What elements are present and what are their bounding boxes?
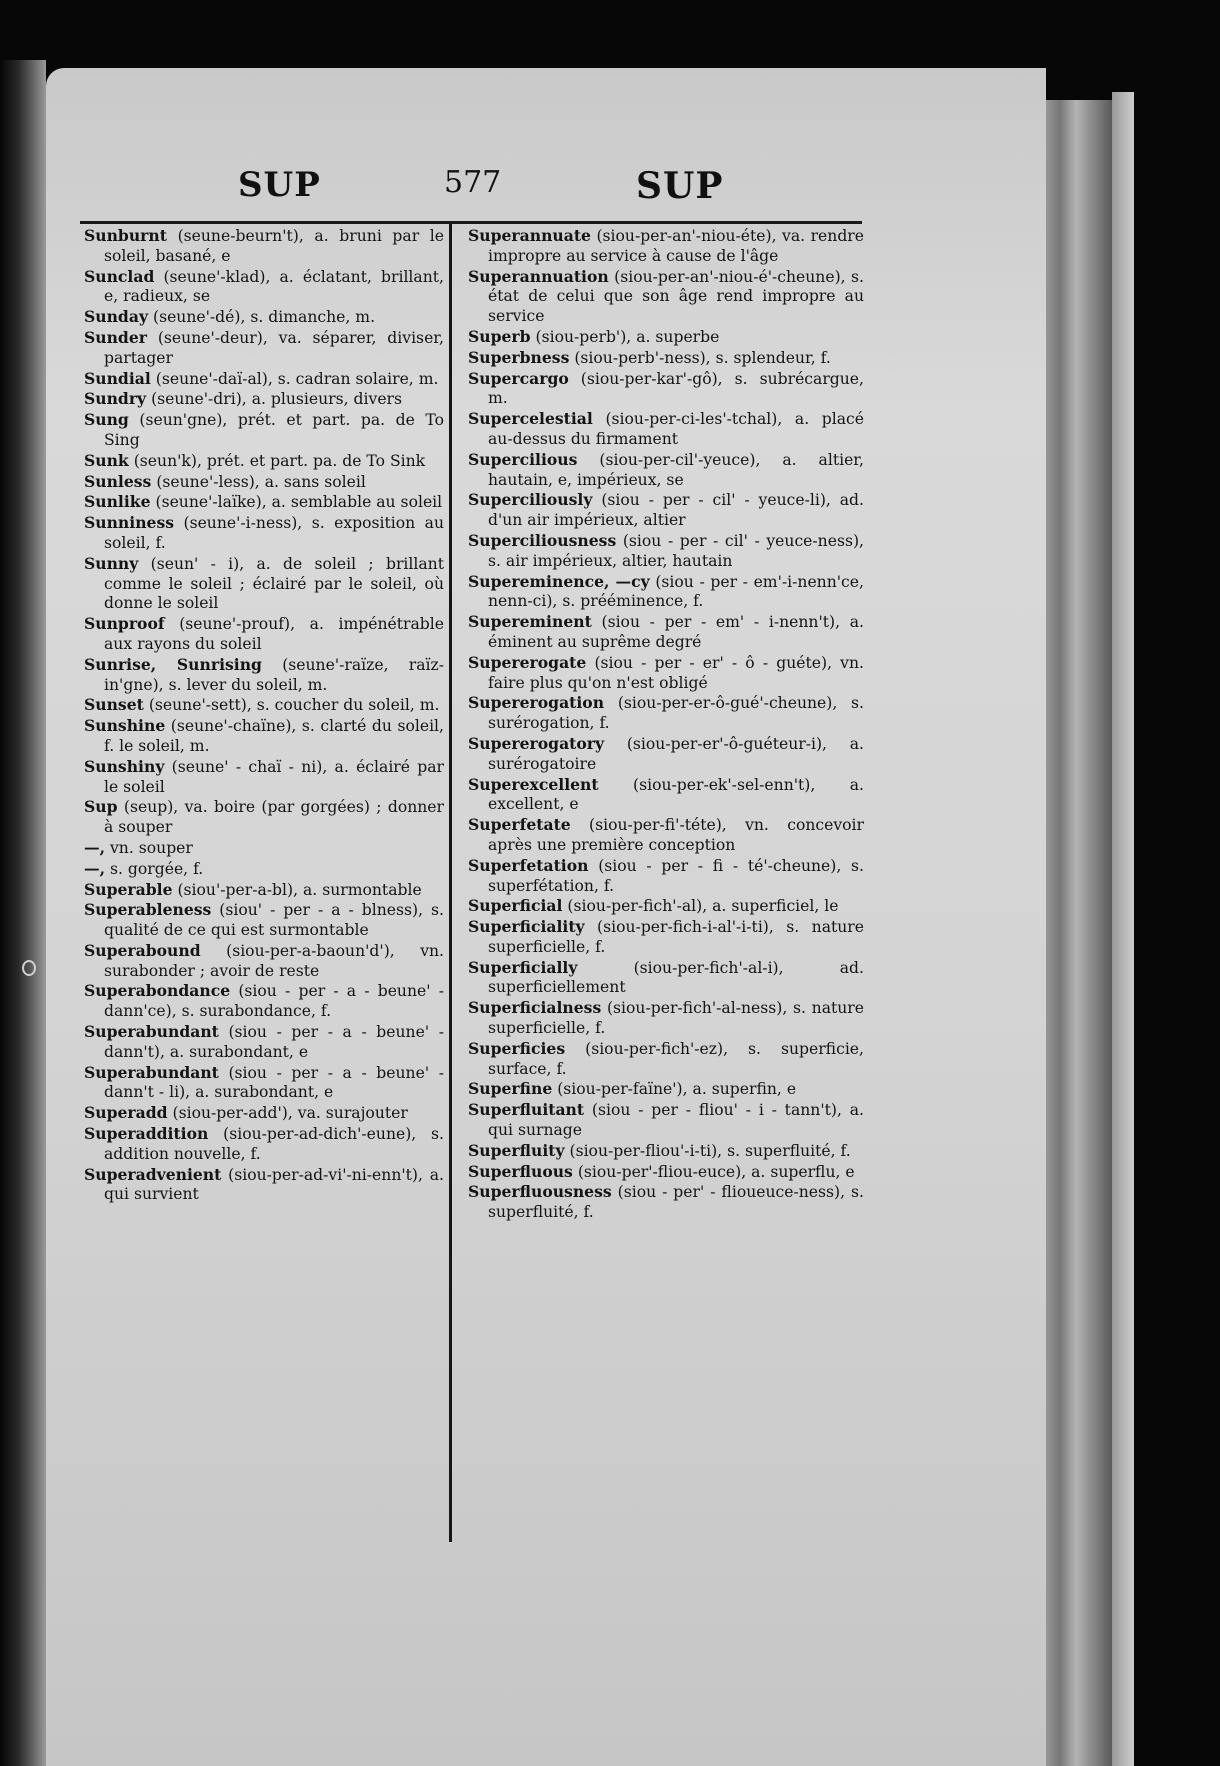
entry-definition: (seune'-deur), va. séparer, diviser, partager [104,328,444,367]
entry-headword: Sunshiny [84,756,165,776]
page-number: 577 [444,165,502,200]
header-rule [80,221,862,224]
entry-headword: Superannuation [468,266,609,286]
dictionary-entry [468,267,864,327]
dictionary-entry [468,815,864,856]
dictionary-entry [84,451,444,472]
dictionary-entry [468,490,864,531]
dictionary-entry [84,267,444,308]
dictionary-entry [84,513,444,554]
dictionary-entry [468,1182,864,1223]
entry-headword: Superfine [468,1079,553,1099]
dictionary-entry [84,410,444,451]
dictionary-entry [84,900,444,941]
dictionary-entry [84,838,444,859]
dictionary-entry [84,655,444,696]
left-binding-edge [0,60,46,1766]
left-column [84,226,444,1205]
dictionary-entry [84,328,444,369]
entry-definition: (siou-per-fi'-téte), vn. concevoir après une première conception [488,816,864,854]
column-divider [449,222,452,1542]
entry-definition: (siou-per'-fliou-euce), a. superflu, e [577,1162,855,1181]
entry-headword: Superficies [468,1038,566,1058]
dictionary-entry [468,856,864,897]
entry-definition: (siou-per-a-baoun'd'), vn. surabonder ; avoir de reste [104,941,444,980]
entry-headword: Superfluity [468,1140,565,1160]
entry-definition: (seune'-sett), s. coucher du soleil, m. [148,696,440,715]
entry-definition: (siou'-per-a-bl), a. surmontable [177,880,422,899]
entry-headword: Supererogate [468,652,587,672]
entry-definition: (siou-perb'-ness), s. splendeur, f. [574,348,831,367]
dictionary-entry [468,1100,864,1141]
dictionary-entry [468,409,864,450]
dictionary-entry [84,941,444,982]
dictionary-entry [468,1162,864,1183]
entry-definition: (seune'-dé), s. dimanche, m. [152,308,376,327]
entry-definition: (siou - per - fi - té'-cheune), s. superfétation, f. [488,856,864,895]
dictionary-entry [468,531,864,572]
dictionary-entry [468,572,864,613]
dictionary-entry [84,1063,444,1104]
dictionary-entry [468,450,864,491]
entry-headword: Superabundant [84,1062,219,1082]
entry-headword: Sung [84,410,129,430]
entry-headword: Sup [84,797,118,817]
entry-headword: Superable [84,879,173,899]
dictionary-entry [468,1039,864,1080]
margin-mark [22,960,36,976]
dictionary-entry [468,327,864,348]
entry-headword: Superableness [84,900,212,920]
entry-headword: Sunday [84,307,149,327]
dictionary-entry [84,695,444,716]
entry-headword: Superadd [84,1103,168,1123]
left-guide-word: SUP [238,165,321,205]
dictionary-entry [84,1124,444,1165]
entry-headword: Sunless [84,471,152,491]
entry-headword: Supereminent [468,612,592,632]
entry-definition: (siou-per-er'-ô-guéteur-i), a. surérogatoire [488,734,864,773]
entry-headword: Sunny [84,553,139,573]
entry-headword: Sunlike [84,492,151,512]
dictionary-entry [468,612,864,653]
entry-definition: (siou-per-an'-niou-éte), va. rendre impropre au service à cause de l'âge [488,227,864,265]
entry-headword: Sunburnt [84,226,167,245]
entry-headword: Superb [468,326,531,346]
entry-headword: Sunniness [84,513,175,533]
dictionary-entry [468,226,864,267]
dictionary-entry [84,981,444,1022]
dictionary-entry [468,917,864,958]
entry-definition: (siou - per - a - beune' - dann'ce), s. surabondance, f. [104,982,444,1021]
entry-headword: Supercilious [468,449,578,469]
entry-definition: (siou-per-fich'-al), a. superficiel, le [567,897,839,916]
page-stack-edge-outer [1112,92,1134,1766]
entry-headword: Sunrise, Sunrising [84,654,262,674]
entry-definition: (siou-per-fich'-ez), s. superficie, surface, f. [488,1039,864,1078]
entry-definition: (seune'-prouf), a. impénétrable aux rayons du soleil [104,615,444,653]
entry-definition: (siou-per-ci-les'-tchal), a. placé au-dessus du firmament [488,410,864,448]
entry-headword: Superciliousness [468,530,617,550]
entry-definition: (seune'-laïke), a. semblable au soleil [155,493,443,512]
entry-headword: Supercargo [468,368,569,388]
entry-definition: (siou - per - cil' - yeuce-li), ad. d'un air impérieux, altier [488,491,864,530]
right-column [468,226,864,1223]
entry-definition: (siou-per-fich'-al-ness), s. nature superficielle, f. [488,999,864,1038]
entry-definition: (siou' - per - a - blness), s. qualité de ce qui est surmontable [104,901,444,940]
dictionary-entry [468,734,864,775]
entry-headword: Superabundant [84,1022,219,1042]
dictionary-entry [84,472,444,493]
entry-headword: Sunshine [84,716,166,736]
entry-definition: (siou-per-fich-i-al'-i-ti), s. nature superficielle, f. [488,918,864,956]
dictionary-entry [84,492,444,513]
entry-definition: (siou-per-add'), va. surajouter [172,1104,408,1123]
entry-definition: (siou-per-fliou'-i-ti), s. superfluité, f. [569,1141,851,1160]
dictionary-entry [468,896,864,917]
entry-headword: Superadvenient [84,1164,222,1184]
entry-headword: Superbness [468,347,570,367]
entry-headword: Sundry [84,389,147,409]
entry-headword: Supercelestial [468,409,593,429]
entry-definition: (seune'-chaïne), s. clarté du soleil, f. le soleil, m. [104,717,444,755]
entry-definition: (siou-perb'), a. superbe [535,327,720,346]
entry-headword: Sunk [84,450,129,470]
dictionary-entry [84,797,444,838]
dictionary-entry [468,998,864,1039]
entry-headword: Superficiality [468,917,585,937]
entry-definition: (siou-per-ad-dich'-eune), s. addition nouvelle, f. [104,1125,444,1163]
entry-definition: (siou-per-an'-niou-é'-cheune), s. état de celui que son âge rend impropre au service [488,267,864,326]
dictionary-entry [468,958,864,999]
entry-headword: Superannuate [468,226,591,245]
dictionary-entry [468,348,864,369]
dictionary-entry [468,1079,864,1100]
entry-headword: —, [84,858,106,878]
entry-definition: (seun'gne), prét. et part. pa. de To Sing [104,411,444,449]
dictionary-entry [84,369,444,390]
dictionary-entry [468,1141,864,1162]
entry-definition: (seune'-dri), a. plusieurs, divers [151,390,403,409]
entry-definition: (siou-per-er-ô-gué'-cheune), s. surérogation, f. [488,694,864,733]
entry-headword: Supererogatory [468,733,605,753]
entry-headword: Sunproof [84,614,165,634]
entry-headword: Superexcellent [468,774,599,794]
entry-definition: (siou-per-ad-vi'-ni-enn't), a. qui survient [104,1165,444,1204]
entry-headword: Superciliously [468,490,593,510]
entry-definition: (seune'-klad), a. éclatant, brillant, e, radieux, se [104,267,444,306]
entry-headword: Superfetation [468,855,589,875]
entry-headword: Superficialness [468,998,602,1018]
entry-headword: Superabondance [84,981,231,1001]
entry-headword: Superaddition [84,1124,209,1144]
entry-definition: (siou-per-ek'-sel-enn't), a. excellent, e [488,775,864,814]
entry-definition: (siou - per - fliou' - i - tann't), a. qui surnage [488,1101,864,1140]
entry-definition: (siou - per - a - beune' - dann't), a. surabondant, e [104,1023,444,1061]
dictionary-entry [468,653,864,694]
entry-definition: (siou-per-cil'-yeuce), a. altier, hautain, e, impérieux, se [488,450,864,489]
entry-headword: Superfluitant [468,1100,585,1120]
dictionary-entry [84,614,444,655]
entry-headword: Superficially [468,957,578,977]
right-guide-word: SUP [636,165,724,207]
entry-headword: Supererogation [468,693,605,713]
dictionary-entry [84,757,444,798]
entry-headword: Superfluous [468,1161,573,1181]
dictionary-entry [84,389,444,410]
entry-definition: (siou - per - em' - i-nenn't), a. éminent au suprême degré [488,613,864,651]
entry-definition: (seune' - chaï - ni), a. éclairé par le soleil [104,757,444,796]
entry-definition: (siou - per - a - beune' - dann't - li), a. surabondant, e [104,1063,444,1102]
dictionary-entry [84,859,444,880]
entry-definition: (seun'k), prét. et part. pa. de To Sink [133,451,426,470]
entry-definition: (seun' - i), a. de soleil ; brillant comme le soleil ; éclairé par le soleil, où donne le soleil [104,554,444,613]
dictionary-entry [84,1103,444,1124]
dictionary-entry [84,716,444,757]
entry-definition: (siou-per-faïne'), a. superfin, e [557,1080,797,1099]
entry-definition: (siou - per - er' - ô - guéte), vn. faire plus qu'on n'est obligé [488,653,864,692]
entry-definition: (seune-beurn't), a. bruni par le soleil, basané, e [104,227,444,265]
dictionary-entry [84,554,444,614]
dictionary-entry [84,1165,444,1206]
entry-definition: (siou-per-fich'-al-i), ad. superficiellement [488,958,864,997]
dictionary-entry [84,226,444,267]
dictionary-entry [84,880,444,901]
entry-headword: Supereminence, —cy [468,571,650,591]
entry-definition: (siou - per' - flioueuce-ness), s. superfluité, f. [488,1183,864,1222]
entry-headword: Superfetate [468,815,571,835]
dictionary-entry [84,1022,444,1063]
dictionary-entry [84,307,444,328]
dictionary-entry [468,775,864,816]
entry-headword: Sundial [84,368,151,388]
entry-headword: —, [84,837,106,857]
entry-definition: (siou-per-kar'-gô), s. subrécargue, m. [488,369,864,408]
entry-definition: (seune'-raïze, raïz-in'gne), s. lever du soleil, m. [104,655,444,694]
entry-headword: Superabound [84,940,201,960]
dictionary-entry [468,693,864,734]
entry-definition: (seune'-i-ness), s. exposition au soleil, f. [104,514,444,552]
entry-definition: (siou - per - cil' - yeuce-ness), s. air impérieux, altier, hautain [488,531,864,570]
entry-definition: vn. souper [110,838,193,857]
dictionary-entry [468,369,864,410]
entry-definition: s. gorgée, f. [110,859,204,878]
entry-headword: Superfluousness [468,1182,612,1202]
entry-headword: Sunder [84,327,147,347]
entry-headword: Sunset [84,695,144,715]
entry-headword: Superficial [468,896,563,916]
entry-definition: (seune'-daï-al), s. cadran solaire, m. [155,369,439,388]
entry-headword: Sunclad [84,266,155,286]
entry-definition: (siou - per - em'-i-nenn'ce, nenn-ci), s. prééminence, f. [488,572,864,611]
entry-definition: (seup), va. boire (par gorgées) ; donner à souper [104,798,444,837]
entry-definition: (seune'-less), a. sans soleil [156,472,366,491]
